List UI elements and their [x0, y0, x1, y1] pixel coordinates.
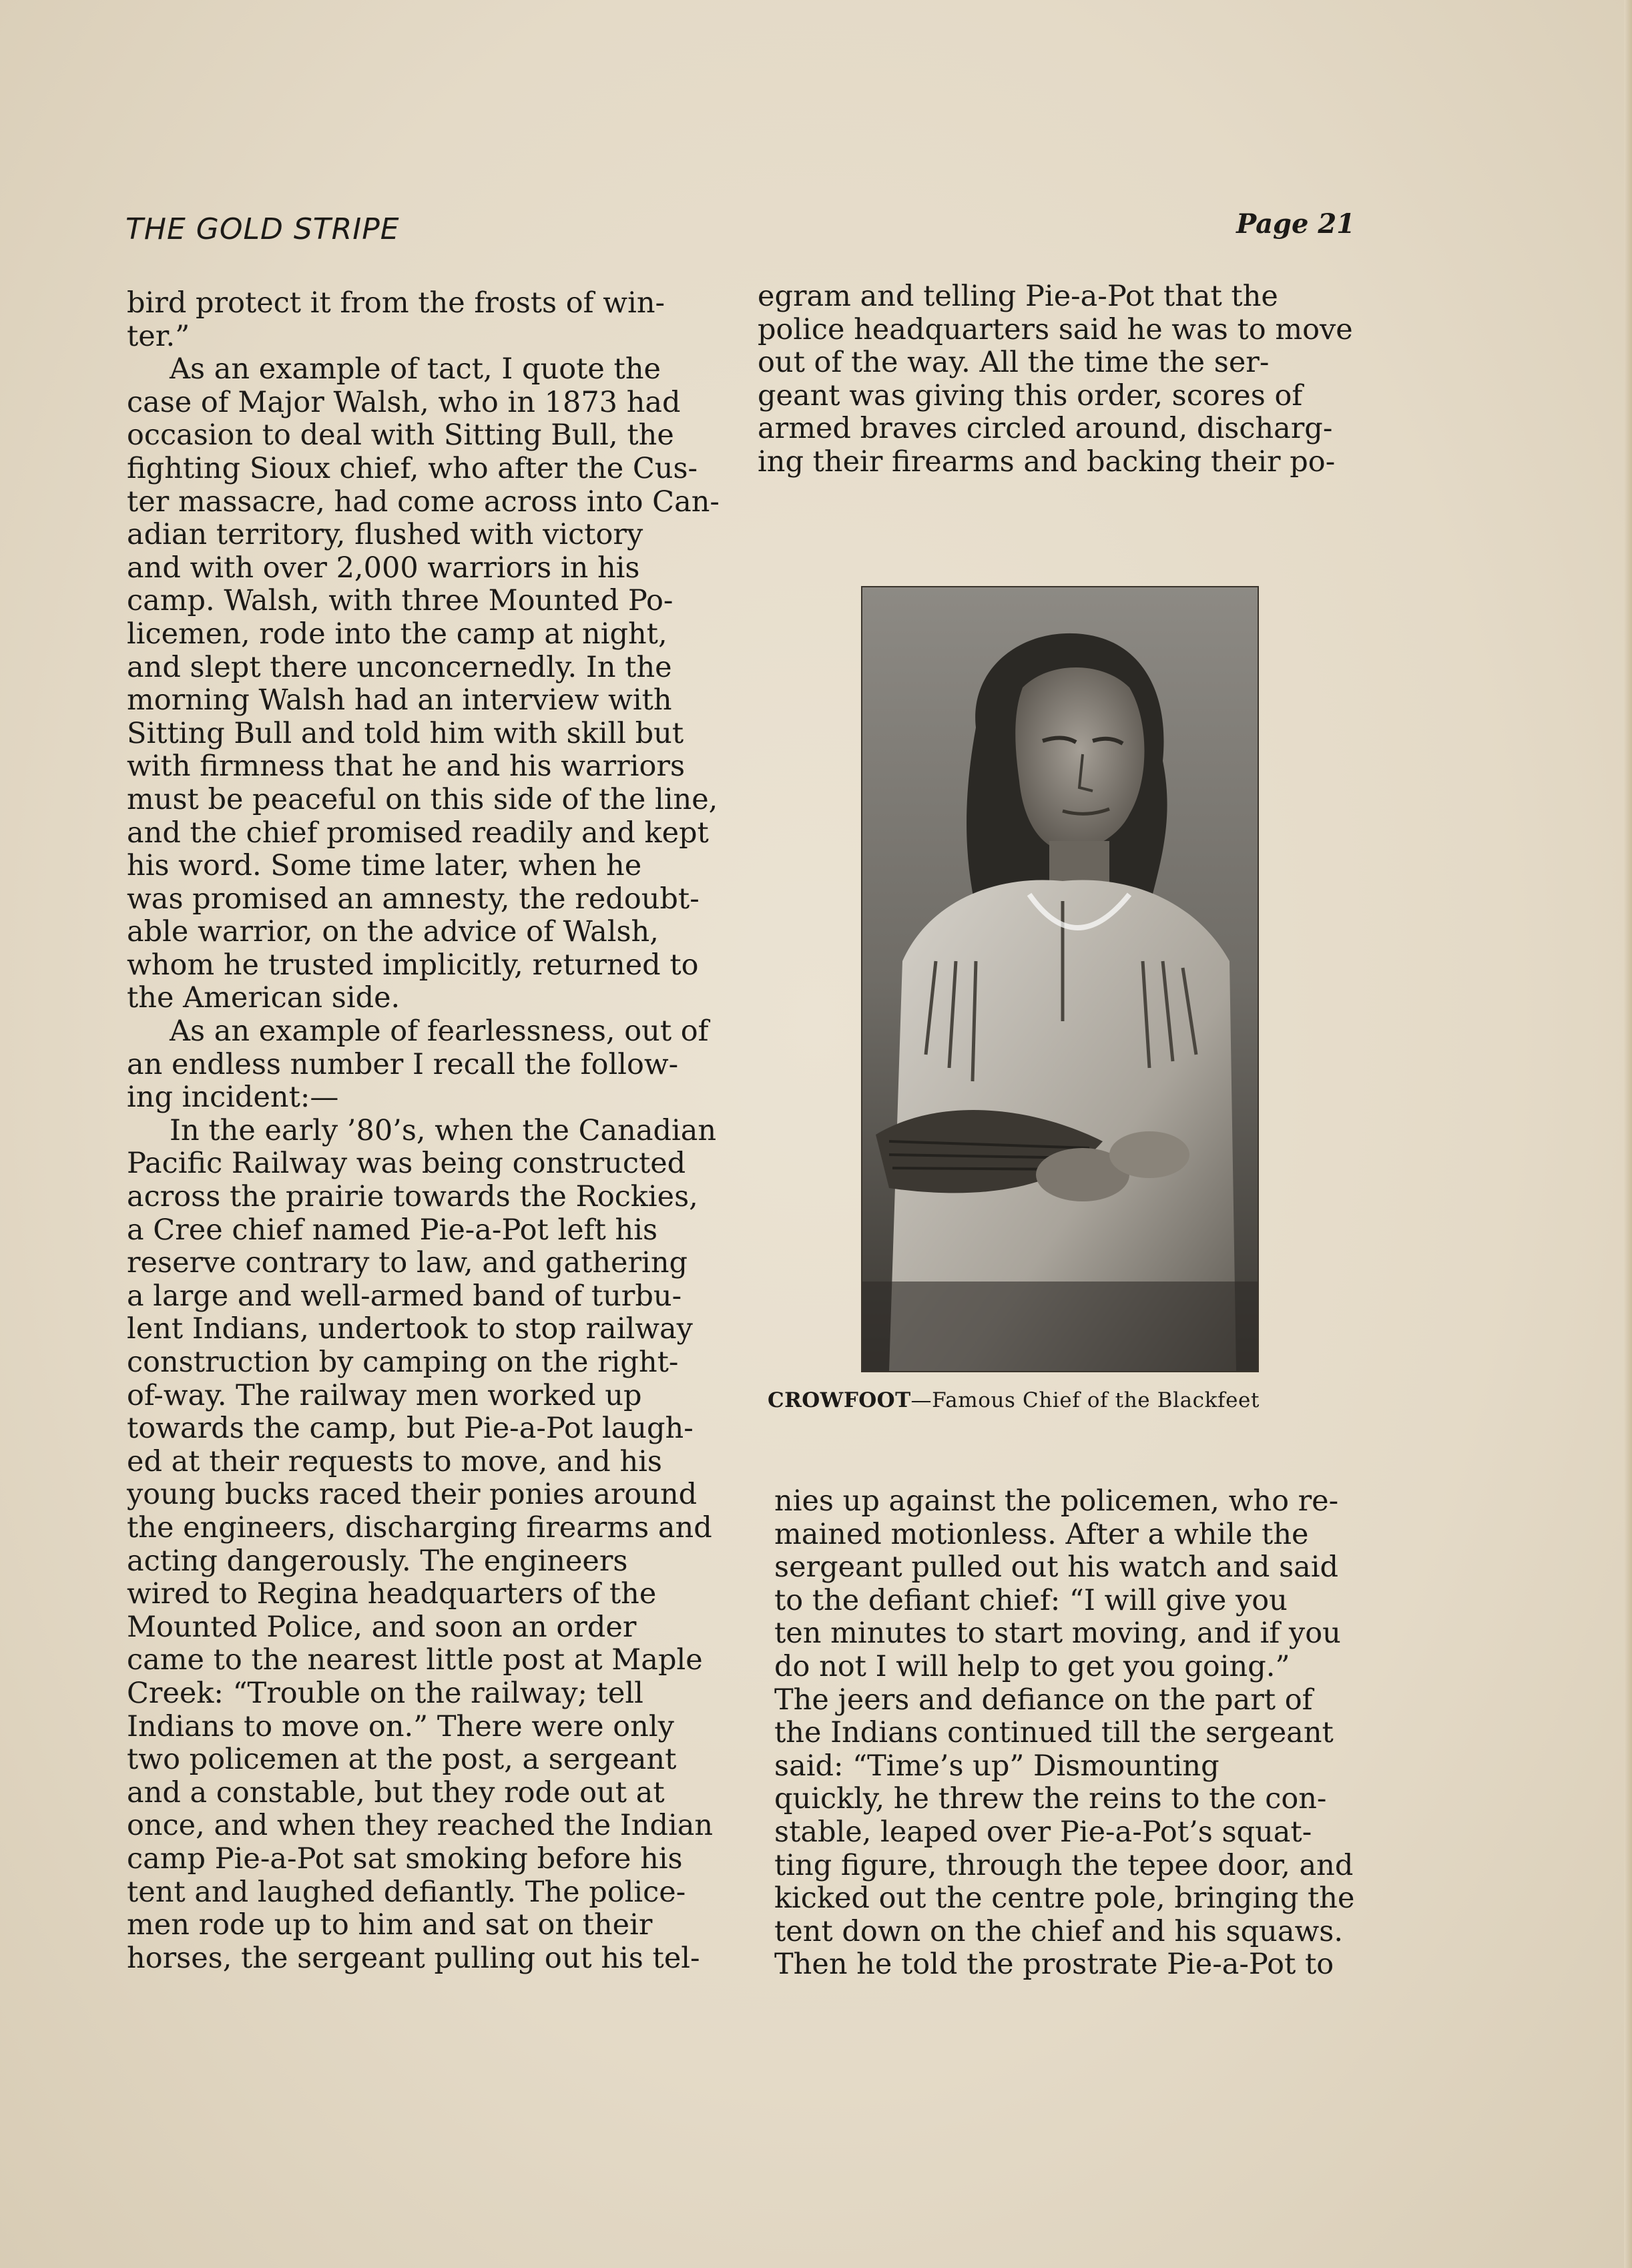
paragraph: egram and telling Pie-a-Pot that the police headquarters said he was to move out of the way. All the time the ser- geant was giving this order, scores of armed braves circled around, discharg- ing their firearms and backing their po-: [758, 280, 1353, 479]
right-column-top: [758, 280, 1362, 479]
page-edge: [1624, 0, 1632, 2268]
right-column-bottom: [774, 1485, 1378, 1982]
caption-name: CROWFOOT: [768, 1388, 911, 1412]
paragraph: As an example of tact, I quote the case of Major Walsh, who in 1873 had occasion to deal with Sitting Bull, the fighting Sioux chief, who after the Cus- ter massacre, had come across into Can- adian territory, flushed with victory and with over 2,000 warriors in his camp. Walsh, with three Mounted Po- licemen, rode into the camp at night, and slept there unconcernedly. In the morning Walsh had an interview with Sitting Bull and told him with skill but with firmness that he and his warriors must be peaceful on this side of the line, and the chief promised readily and kept his word. Some time later, when he was promised an amnesty, the redoubt- able warrior, on the advice of Walsh, whom he trusted implicitly, returned to the American side.: [127, 352, 720, 1015]
caption-text: —Famous Chief of the Blackfeet: [910, 1388, 1260, 1412]
paragraph: nies up against the policemen, who re- mained motionless. After a while the sergeant pulled out his watch and said to the defiant chief: “I will give you ten minutes to start moving, and if you do not I will help to get you going.” The jeers and defiance on the part of the Indians continued till the sergeant said: “Time’s up” Dismounting quickly, he threw the reins to the con- stable, leaped over Pie-a-Pot’s squat- ting figure, through the tepee door, and kicked out the centre pole, bringing the tent down on the chief and his squaws. Then he told the prostrate Pie-a-Pot to: [774, 1484, 1355, 1982]
paragraph: In the early ’80’s, when the Canadian Pacific Railway was being constructed across the prairie towards the Rockies, a Cree chief named Pie-a-Pot left his reserve contrary to law, and gathering a large and well-armed band of turbu- lent Indians, undertook to stop railway construction by camping on the right- of-way. The railway men worked up towards the camp, but Pie-a-Pot laugh- ed at their requests to move, and his young bucks raced their ponies around the engineers, discharging firearms and acting dangerously. The engineers wired to Regina headquarters of the Mounted Police, and soon an order came to the nearest little post at Maple Creek: “Trouble on the railway; tell Indians to move on.” There were only two policemen at the post, a sergeant and a constable, but they rode out at once, and when they reached the Indian camp Pie-a-Pot sat smoking before his tent and laughed defiantly. The police- men rode up to him and sat on their horses, the sergeant pulling out his tel-: [127, 1113, 717, 1975]
running-head-title: THE GOLD STRIPE: [125, 212, 400, 246]
paragraph: As an example of fearlessness, out of an endless number I recall the follow- ing incident:—: [127, 1015, 709, 1115]
portrait-photograph: [861, 586, 1259, 1372]
photo-caption: [768, 1388, 1375, 1412]
portrait-photo-icon: [862, 587, 1258, 1371]
paragraph: bird protect it from the frosts of win- ter.”: [127, 286, 665, 353]
page-number: Page 21: [1236, 208, 1355, 240]
left-column: [127, 287, 738, 1975]
